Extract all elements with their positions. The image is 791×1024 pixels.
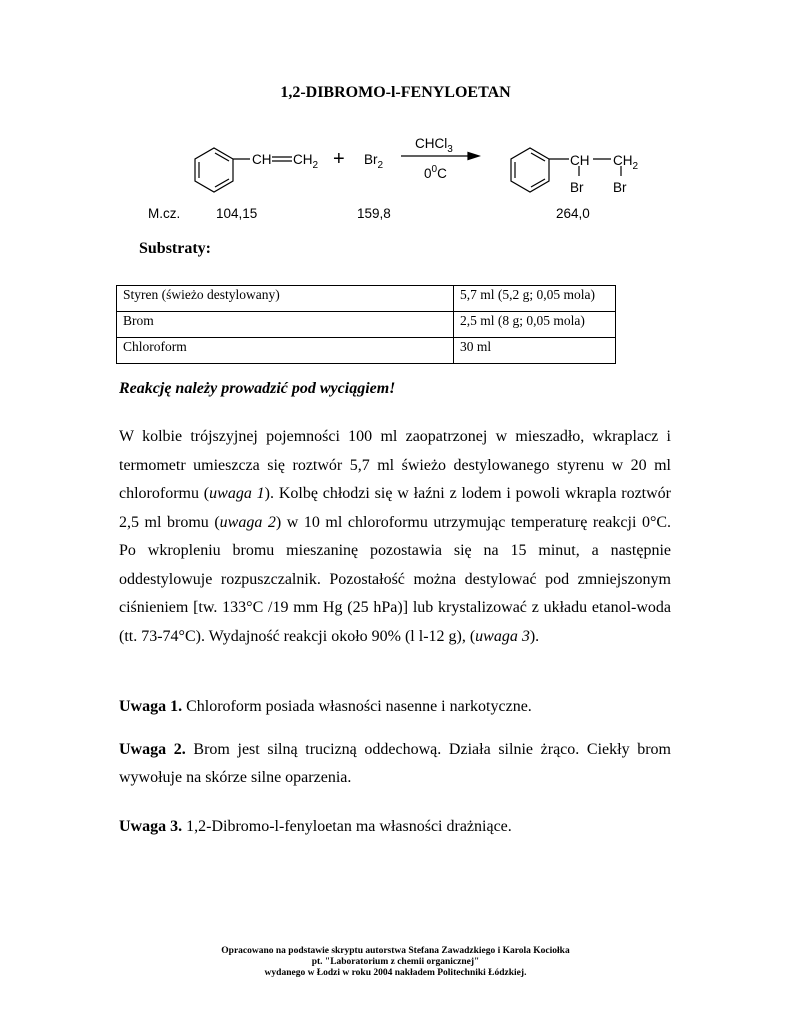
product-ch-label: CH — [570, 153, 590, 168]
benzene-ring-product — [511, 148, 621, 192]
substrate-name: Styren (świeżo destylowany) — [117, 286, 454, 312]
reagent-br2-label: $Br_2$ — [364, 152, 384, 171]
substrates-heading: Substraty: — [139, 240, 212, 257]
table-row — [117, 312, 616, 338]
footer-line: Opracowano na podstawie skryptu autorstwa Stefana Zawadzkiego i Karola Kociołka — [221, 946, 570, 956]
footer-credits — [0, 946, 791, 979]
note-reference: uwaga 2 — [219, 513, 276, 531]
solvent-label: CHCl$_3$ — [415, 136, 453, 155]
note-text: Brom jest silną trucizną oddechową. Działa silnie żrąco. Ciekły brom wywołuje na skórze silne oparzenia. — [119, 741, 672, 786]
double-bond — [272, 157, 292, 161]
document-title: 1,2-DIBROMO-l-FENYLOETAN — [280, 84, 511, 101]
note-text: Chloroform posiada własności nasenne i narkotyczne. — [182, 698, 532, 715]
temperature-label: $0^0C$ — [424, 164, 447, 181]
note-reference: uwaga 1 — [209, 485, 265, 502]
footer-line: wydanego w Łodzi w roku 2004 nakładem Politechniki Łódzkiej. — [264, 968, 527, 978]
substrate-name: Chloroform — [117, 338, 454, 364]
note-text: 1,2-Dibromo-l-fenyloetan ma własności drażniące. — [182, 818, 512, 835]
procedure-text: W kolbie trójszyjnej pojemności 100 ml zaopatrzonej w mieszadło, wkraplacz i termometr umieszcza się roztwór 5,7 ml świeżo destylowanego styrenu w 20 ml chloroformu ( — [119, 428, 671, 502]
substrate-name: Brom — [117, 312, 454, 338]
product-br1-label: Br — [570, 180, 584, 195]
substrate-amount: 30 ml — [454, 338, 616, 364]
table-row — [117, 338, 616, 364]
footer-line: pt. "Laboratorium z chemii organicznej" — [311, 957, 480, 967]
reaction-scheme — [0, 120, 791, 230]
molar-mass-reactant: 104,15 — [216, 206, 258, 221]
substrates-table — [116, 285, 616, 364]
note-2 — [119, 736, 671, 792]
fume-hood-warning: Reakcję należy prowadzić pod wyciągiem! — [119, 380, 396, 397]
product-br2-label: Br — [613, 180, 627, 195]
substrate-amount: 2,5 ml (8 g; 0,05 mola) — [454, 312, 616, 338]
procedure-text: ) w 10 ml chloroformu utrzymując temperaturę reakcji 0°C. Po wkropleniu bromu mieszaninę pozostawia się na 15 minut, a następnie oddestylowuje rozpuszczalnik. Pozostałość można destylować pod zmniejszonym ciśnieniem [tw. 133°C /19 mm Hg (25 hPa)] lub krystalizować z układu etanol-woda (tt. 73-74°C). Wydajność reakcji około 90% (l l-12 g), ( — [119, 513, 672, 645]
procedure-text: ). — [529, 627, 540, 645]
note-label: Uwaga 2. — [119, 741, 186, 758]
product-ch2-label: $CH_2$ — [613, 153, 639, 172]
note-label: Uwaga 3. — [119, 818, 183, 835]
table-row — [117, 286, 616, 312]
reaction-arrow — [401, 153, 479, 160]
molar-mass-reagent: 159,8 — [357, 206, 391, 221]
benzene-ring-reactant — [195, 148, 250, 192]
reactant-ch-label: CH — [252, 152, 272, 167]
procedure-text: ). Kolbę chłodzi się w łaźni z lodem i powoli wkrapla roztwór 2,5 ml bromu ( — [119, 485, 672, 531]
substrate-amount: 5,7 ml (5,2 g; 0,05 mola) — [454, 286, 616, 312]
molar-mass-label: M.cz. — [148, 206, 181, 221]
note-1 — [119, 693, 671, 721]
note-reference: uwaga 3 — [475, 627, 530, 645]
note-3 — [119, 813, 671, 841]
procedure-paragraph — [119, 423, 671, 651]
molar-mass-product: 264,0 — [556, 206, 590, 221]
note-label: Uwaga 1. — [119, 698, 183, 715]
plus-sign: + — [333, 148, 345, 170]
reactant-ch2-label: $CH_2$ — [293, 152, 319, 171]
